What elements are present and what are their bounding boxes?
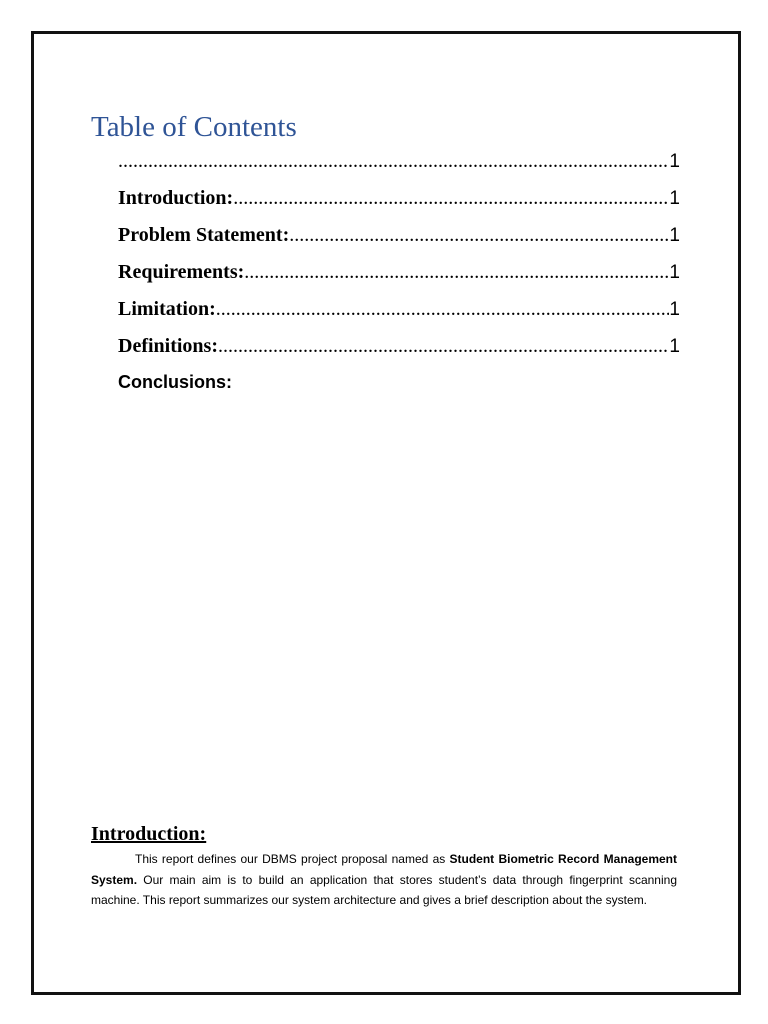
intro-text-part-2: Our main aim is to build an application that stores student’s data through fingerprint scanning machine. This report summarizes our system architecture and gives a brief description about the system. bbox=[91, 872, 677, 907]
toc-page-number: 1 bbox=[669, 336, 680, 357]
toc-entry-title: Conclusions: bbox=[118, 372, 233, 392]
toc-dot-leader bbox=[233, 187, 669, 210]
toc-entry-requirements[interactable] bbox=[118, 261, 680, 298]
toc-entry-title: Requirements: bbox=[118, 261, 245, 283]
intro-project-name: Student Biometric Record Management System. bbox=[91, 852, 678, 887]
toc-entry-conclusions[interactable] bbox=[118, 372, 680, 409]
toc-page-number: 1 bbox=[669, 299, 680, 320]
toc-page-number: 1 bbox=[669, 262, 680, 283]
toc-entry-problem-statement[interactable] bbox=[118, 224, 680, 261]
toc-entry-limitation[interactable] bbox=[118, 298, 680, 335]
toc-dot-leader bbox=[244, 261, 669, 284]
toc-entry-title: Limitation: bbox=[118, 298, 216, 320]
toc-entry-title: Problem Statement: bbox=[118, 224, 290, 246]
toc-entry-title: Definitions: bbox=[118, 335, 218, 357]
toc-page-number: 1 bbox=[669, 151, 680, 172]
toc-list bbox=[118, 150, 680, 409]
introduction-paragraph bbox=[91, 849, 677, 911]
toc-entry-blank[interactable] bbox=[118, 150, 680, 187]
toc-entry-definitions[interactable] bbox=[118, 335, 680, 372]
toc-entry-title: Introduction: bbox=[118, 187, 234, 209]
toc-entry-introduction[interactable] bbox=[118, 187, 680, 224]
toc-page-number: 1 bbox=[669, 225, 680, 246]
introduction-heading: Introduction: bbox=[91, 823, 207, 845]
toc-heading: Table of Contents bbox=[91, 111, 297, 143]
toc-dot-leader bbox=[218, 335, 669, 358]
toc-dot-leader bbox=[289, 224, 669, 247]
toc-page-number: 1 bbox=[669, 188, 680, 209]
toc-dot-leader bbox=[118, 150, 669, 173]
toc-dot-leader bbox=[216, 298, 670, 321]
intro-text-part-1: This report defines our DBMS project proposal named as bbox=[135, 852, 450, 866]
